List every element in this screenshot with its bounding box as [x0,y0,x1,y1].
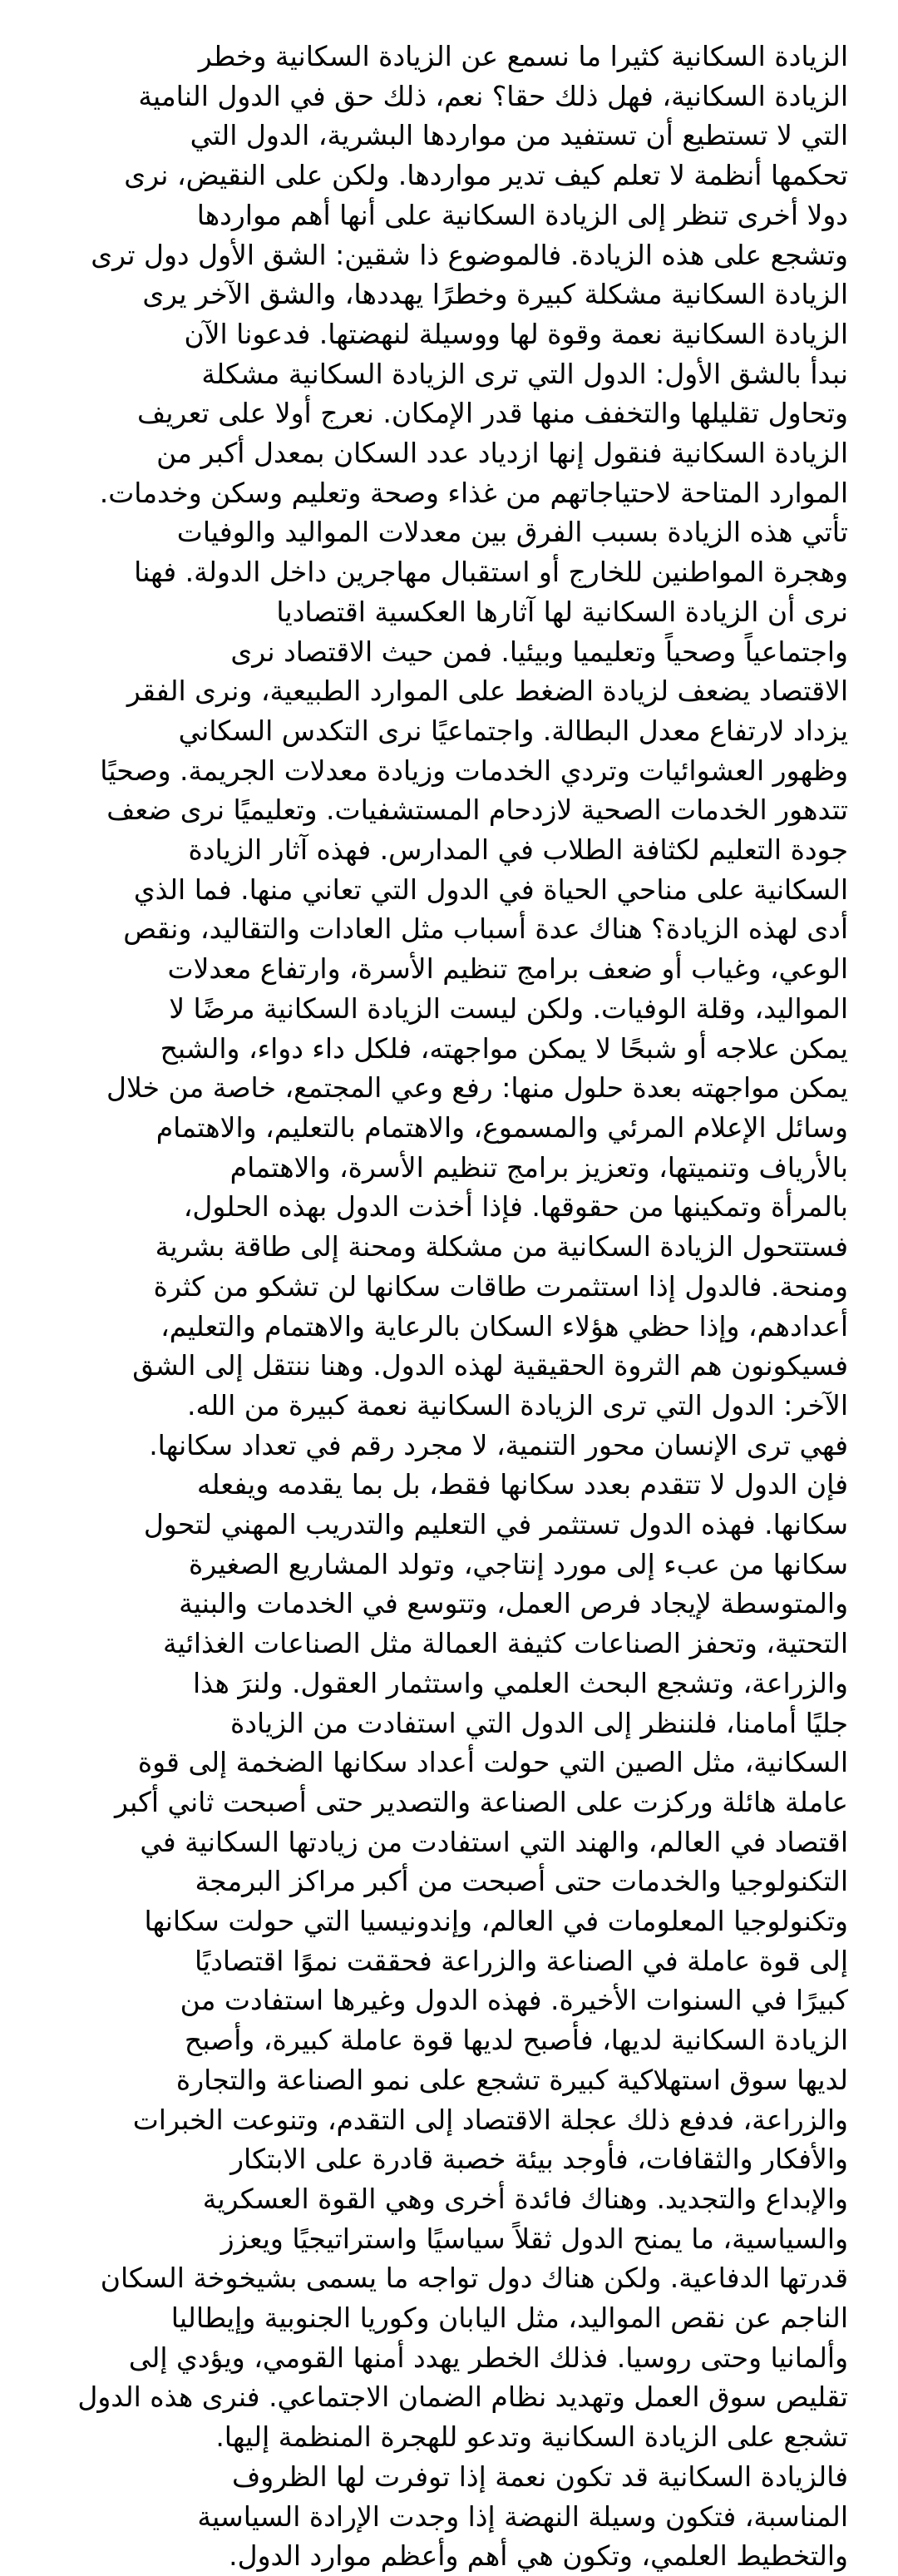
text-line: جليًا أمامنا، فلننظر إلى الدول التي استفادت من الزيادة [230,1706,848,1739]
text-line: والتخطيط العلمي، وتكون هي أهم وأعظم موارد الدول. [229,2539,848,2573]
text-line: فسيكونون هم الثروة الحقيقية لهذه الدول. وهنا ننتقل إلى الشق [132,1349,848,1382]
text-line: التكنولوجيا والخدمات حتى أصبحت من أكبر مراكز البرمجة [195,1865,848,1898]
text-line: إلى قوة عاملة في الصناعة والزراعة فحققت نموًا اقتصاديًا [194,1944,848,1977]
text-line: وسائل الإعلام المرئي والمسموع، والاهتمام بالتعليم، والاهتمام [155,1110,848,1144]
text-line: الناجم عن نقص المواليد، مثل اليابان وكوريا الجنوبية وإيطاليا [170,2302,848,2335]
text-line: الزيادة السكانية فنقول إنها ازدياد عدد السكان بمعدل أكبر من [156,437,848,470]
text-line: تتدهور الخدمات الصحية لازدحام المستشفيات. وتعليميًا نرى ضعف [106,794,848,827]
text-line: تشجع على الزيادة السكانية وتدعو للهجرة المنظمة إليها. [215,2420,848,2454]
text-line: تقليص سوق العمل وتهديد نظام الضمان الاجتماعي. فنرى هذه الدول [77,2381,848,2414]
article-text [48,37,848,2576]
text-line: الموارد المتاحة لاحتياجاتهم من غذاء وصحة وتعليم وسكن وخدمات. [99,476,848,509]
text-line: السكانية، مثل الصين التي حولت أعداد سكانها الضخمة إلى قوة [137,1746,848,1779]
text-line: سكانها من عبء إلى مورد إنتاجي، وتولد المشاريع الصغيرة [189,1547,848,1580]
text-line: والأفكار والثقافات، فأوجد بيئة خصبة قادرة على الابتكار [230,2143,848,2176]
text-line: والإبداع والتجديد. وهناك فائدة أخرى وهي القوة العسكرية [202,2182,848,2215]
text-line: الاقتصاد يضعف لزيادة الضغط على الموارد الطبيعية، ونرى الفقر [126,675,848,708]
text-line: عاملة هائلة وركزت على الصناعة والتصدير حتى أصبحت ثاني أكبر [114,1785,848,1818]
text-line: المواليد، وقلة الوفيات. ولكن ليست الزيادة السكانية مرضًا لا [169,991,848,1025]
text-line: الزيادة السكانية مشكلة كبيرة وخطرًا يهددها، والشق الآخر يرى [142,278,848,311]
text-line: كبيرًا في السنوات الأخيرة. فهذه الدول وغيرها استفادت من [180,1984,848,2017]
text-line: نرى أن الزيادة السكانية لها آثارها العكسية اقتصاديا [276,595,848,628]
text-line: الآخر: الدول التي ترى الزيادة السكانية نعمة كبيرة من الله. [186,1388,848,1421]
text-line: جودة التعليم لكثافة الطلاب في المدارس. فهذه آثار الزيادة [188,833,848,867]
text-line: واجتماعياً وصحياً وتعليميا وبيئيا. فمن حيث الاقتصاد نرى [230,635,848,668]
text-line: فستتحول الزيادة السكانية من مشكلة ومحنة إلى طاقة بشرية [155,1230,848,1263]
text-line: المناسبة، فتكون وسيلة النهضة إذا وجدت الإرادة السياسية [197,2499,848,2533]
text-line: وهجرة المواطنين للخارج أو استقبال مهاجرين داخل الدولة. فهنا [134,556,848,589]
text-line: نبدأ بالشق الأول: الدول التي ترى الزيادة السكانية مشكلة [201,357,848,390]
text-line: ومنحة. فالدول إذا استثمرت طاقات سكانها لن تشكو من كثرة [153,1269,848,1303]
text-line: وتشجع على هذه الزيادة. فالموضوع ذا شقين: الشق الأول دول ترى [91,238,848,271]
text-line: والسياسية، ما يمنح الدول ثقلاً سياسيًا واستراتيجيًا ويعزز [220,2222,848,2255]
text-line: أدى لهذه الزيادة؟ هناك عدة أسباب مثل العادات والتقاليد، ونقص [123,912,848,946]
text-line: والمتوسطة لإيجاد فرص العمل، وتتوسع في الخدمات والبنية [179,1587,848,1620]
text-line: الزيادة السكانية لديها، فأصبح لديها قوة عاملة كبيرة، وأصبح [184,2024,848,2057]
text-line: فإن الدول لا تتقدم بعدد سكانها فقط، بل بما يقدمه ويفعله [196,1468,848,1501]
text-line: قدرتها الدفاعية. ولكن هناك دول تواجه ما يسمى بشيخوخة السكان [100,2262,848,2295]
text-line: التي لا تستطيع أن تستفيد من مواردها البشرية، الدول التي [190,119,848,152]
text-line: وظهور العشوائيات وتردي الخدمات وزيادة معدلات الجريمة. وصحيًا [100,754,848,787]
text-line: فهي ترى الإنسان محور التنمية، لا مجرد رقم في تعداد سكانها. [149,1428,848,1461]
text-line: سكانها. فهذه الدول تستثمر في التعليم والتدريب المهني لتحول [143,1508,848,1541]
text-line: تأتي هذه الزيادة بسبب الفرق بين معدلات المواليد والوفيات [176,516,848,549]
text-line: لديها سوق استهلاكية كبيرة تشجع على نمو الصناعة والتجارة [175,2063,848,2096]
text-line: يمكن مواجهته بعدة حلول منها: رفع وعي المجتمع، خاصة من خلال [106,1071,848,1105]
text-line: أعدادهم، وإذا حظي هؤلاء السكان بالرعاية والاهتمام والتعليم، [160,1309,848,1342]
text-line: يزداد لارتفاع معدل البطالة. واجتماعيًا نرى التكدس السكاني [178,714,848,747]
text-line: الوعي، وغياب أو ضعف برامج تنظيم الأسرة، وارتفاع معدلات [167,952,848,986]
text-line: اقتصاد في العالم، والهند التي استفادت من زيادتها السكانية في [140,1825,848,1858]
text-line: التحتية، وتحفز الصناعات كثيفة العمالة مثل الصناعات الغذائية [163,1627,848,1660]
text-line: والزراعة، فدفع ذلك عجلة الاقتصاد إلى التقدم، وتنوعت الخبرات [132,2103,848,2136]
text-line: يمكن علاجه أو شبحًا لا يمكن مواجهته، فلكل داء دواء، والشبح [160,1031,848,1065]
text-line: الزيادة السكانية، فهل ذلك حقا؟ نعم، ذلك حق في الدول النامية [138,79,848,112]
text-line: بالأرياف وتنميتها، وتعزيز برامج تنظيم الأسرة، والاهتمام [229,1150,848,1184]
text-line: وألمانيا وحتى روسيا. فذلك الخطر يهدد أمنها القومي، ويؤدي إلى [128,2341,848,2374]
text-line: فالزيادة السكانية قد تكون نعمة إذا توفرت لها الظروف [232,2460,848,2493]
text-line: السكانية على مناحي الحياة في الدول التي تعاني منها. فما الذي [133,873,848,906]
text-line: بالمرأة وتمكينها من حقوقها. فإذا أخذت الدول بهذه الحلول، [183,1190,848,1224]
text-line: وتحاول تقليلها والتخفف منها قدر الإمكان. نعرج أولا على تعريف [137,397,848,430]
text-line: دولا أخرى تنظر إلى الزيادة السكانية على أنها أهم مواردها [196,198,848,231]
text-line: والزراعة، وتشجع البحث العلمي واستثمار العقول. ولنرَ هذا [192,1666,848,1699]
text-line: وتكنولوجيا المعلومات في العالم، وإندونيسيا التي حولت سكانها [144,1905,848,1938]
text-line: الزيادة السكانية كثيرا ما نسمع عن الزيادة السكانية وخطر [198,40,848,72]
text-line: تحكمها أنظمة لا تعلم كيف تدير مواردها. ولكن على النقيض، نرى [124,159,848,192]
text-line: الزيادة السكانية نعمة وقوة لها ووسيلة لنهضتها. فدعونا الآن [184,317,848,350]
